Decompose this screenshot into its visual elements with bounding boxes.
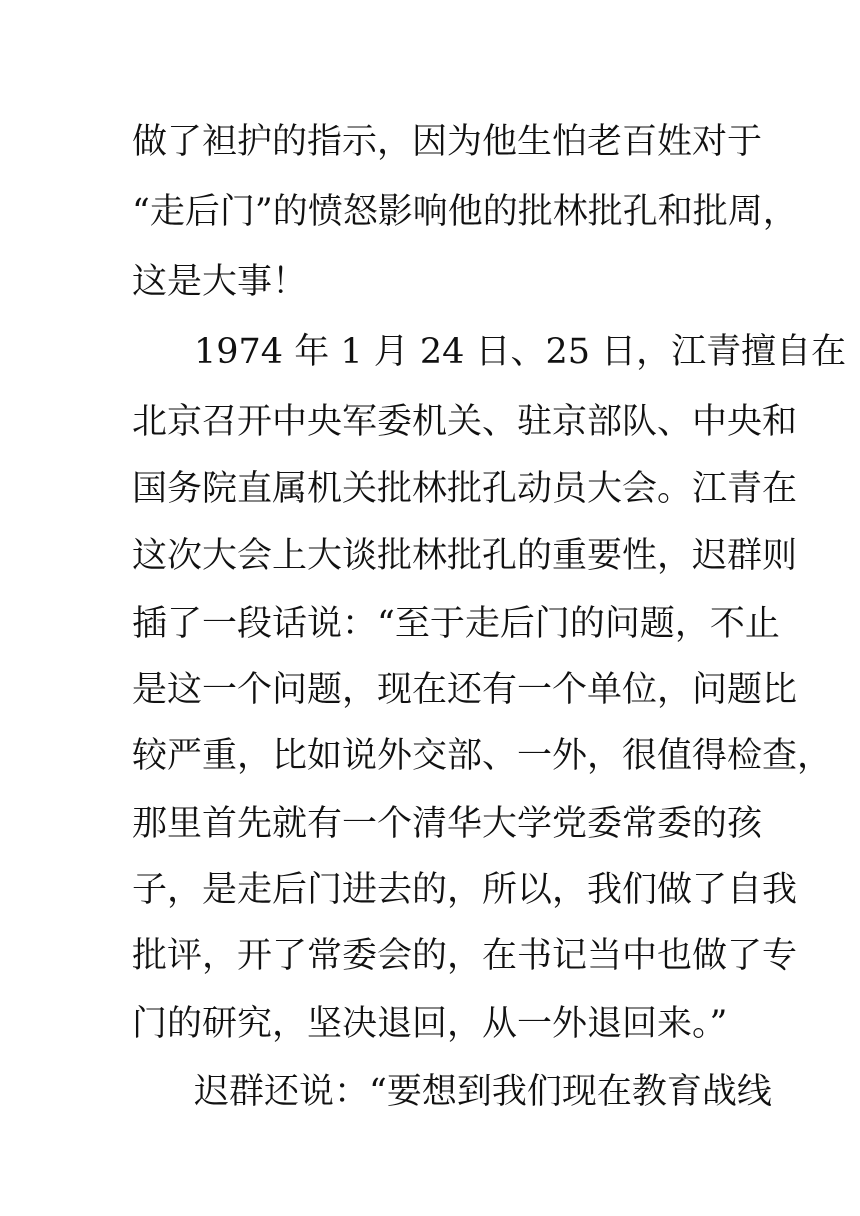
paragraph-3-line-1: 迟群还说：“要想到我们现在教育战线 (194, 1072, 772, 1112)
text-line-11: 那里首先就有一个清华大学党委常委的孩 (132, 804, 763, 844)
text-line-1: 做了袒护的指示，因为他生怕老百姓对于 (132, 122, 763, 162)
text-line-6: 国务院直属机关批林批孔动员大会。江青在 (132, 469, 798, 509)
text-line-2: “走后门”的愤怒影响他的批林批孔和批周， (132, 192, 798, 232)
text-line-12: 子，是走后门进去的，所以，我们做了自我 (132, 870, 798, 910)
text-line-7: 这次大会上大谈批林批孔的重要性，迟群则 (132, 536, 798, 576)
text-line-10: 较严重，比如说外交部、一外，很值得检查， (132, 736, 833, 776)
text-line-8: 插了一段话说：“至于走后门的问题，不止 (132, 604, 780, 644)
text-line-5: 北京召开中央军委机关、驻京部队、中央和 (132, 402, 798, 442)
paragraph-2-line-1: 1974 年 1 月 24 日、25 日，江青擅自在 (194, 332, 847, 372)
text-line-3: 这是大事！ (132, 262, 308, 302)
text-line-13: 批评，开了常委会的，在书记当中也做了专 (132, 936, 798, 976)
text-line-9: 是这一个问题，现在还有一个单位，问题比 (132, 670, 798, 710)
text-line-14: 门的研究，坚决退回，从一外退回来。” (132, 1004, 728, 1044)
